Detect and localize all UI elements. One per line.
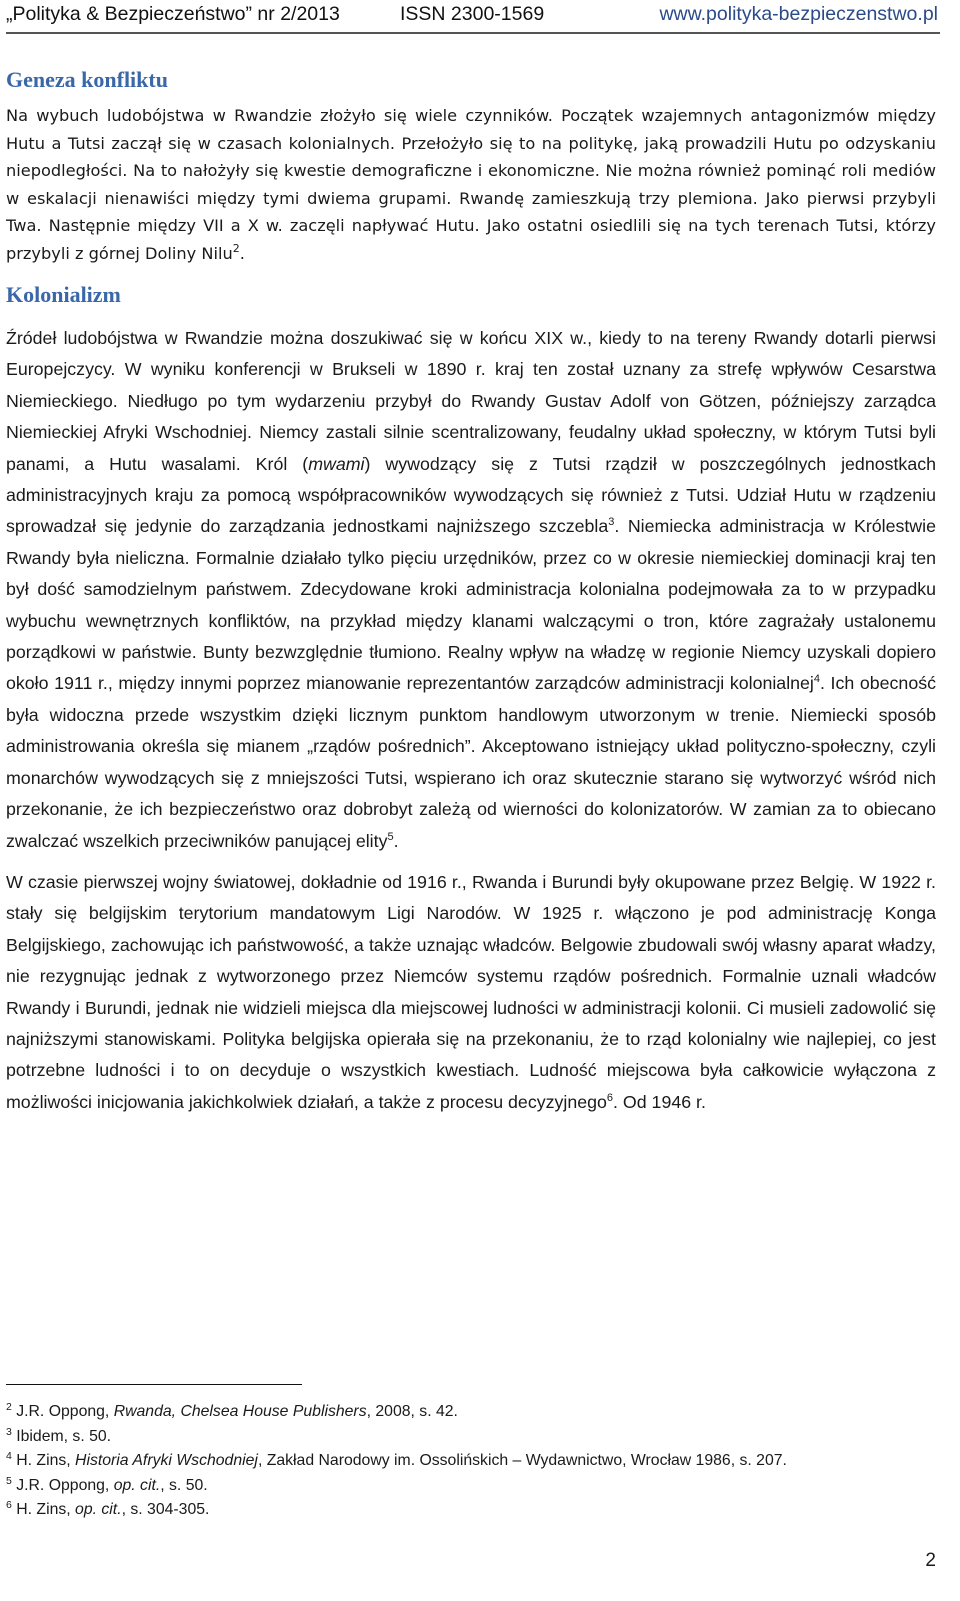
paragraph-text: ) wywodzący się z Tutsi rządził w poszczególnych jednostkach administracyjnych kraju za pomocą współpracowników wywodzących się również z Tutsi. Udział Hutu w rządzeniu sprowadzał się jedynie do zarządzania jednostkami najniższego szczebla bbox=[6, 453, 936, 537]
footnote-number: 3 bbox=[6, 1425, 12, 1438]
paragraph bbox=[6, 102, 936, 267]
footnote-text: J.R. Oppong, bbox=[16, 1403, 114, 1420]
article-body bbox=[6, 66, 936, 1118]
footnote-text: H. Zins, bbox=[16, 1501, 76, 1518]
footnote-ref[interactable]: 6 bbox=[606, 1091, 614, 1104]
section-heading-geneza: Geneza konfliktu bbox=[6, 67, 168, 92]
paragraph-text: Źródeł ludobójstwa w Rwandzie można doszukiwać się w końcu XIX w., kiedy to na tereny Rwandy dotarli pierwsi Europejczycy. W wyniku konferencji w Brukseli w 1890 r. kraj ten został uznany za strefę wpływów Cesarstwa Niemieckiego. Niedługo po tym wydarzeniu przybył do Rwandy Gustav Adolf von Götzen, późniejszy zarządca Niemieckiej Afryki Wschodniej. Niemcy zastali silnie scentralizowany, feudalny układ społeczny, w którym Tutsi byli panami, a Hutu wasalami. Król ( bbox=[6, 328, 936, 474]
footnote-text: , Zakład Narodowy im. Ossolińskich – Wydawnictwo, Wrocław 1986, s. 207. bbox=[257, 1452, 787, 1469]
footnote bbox=[6, 1400, 936, 1425]
footnote bbox=[6, 1498, 936, 1523]
footnote-ref[interactable]: 5 bbox=[387, 830, 394, 843]
footnote-title: Historia Afryki Wschodniej bbox=[75, 1452, 258, 1469]
footnote-number: 4 bbox=[6, 1450, 12, 1462]
paragraph-text: . Ich obecność była widoczna przede wszystkim dzięki licznym punktom handlowym utworzonym w trenie. Niemiecki sposób administrowania określa się mianem „rządów pośrednich”. Akceptowano istniejący układ polityczno-społeczny, czyli monarchów wywodzących się z mniejszości Tutsi, wspierano ich oraz skutecznie starano się wytworzyć wśród nich przekonanie, że ich bezpieczeństwo oraz dobrobyt zależą od wierności do kolonizatorów. W zamian za to obiecano zwalczać wszelkich przeciwników panującej elity bbox=[6, 673, 936, 851]
header-rule bbox=[6, 32, 940, 34]
footnote-title: op. cit. bbox=[75, 1501, 122, 1518]
paragraph-text: W czasie pierwszej wojny światowej, dokładnie od 1916 r., Rwanda i Burundi były okupowane przez Belgię. W 1922 r. stały się belgijskim terytorium mandatowym Ligi Narodów. W 1925 r. włączono je pod administrację Konga Belgijskiego, zachowując ich państwowość, a także uznając władców. Belgowie zbudowali swój własny aparat władzy, nie rezygnując jednak z wytworzonego przez Niemców systemu rządów pośrednich. Formalnie uznali władców Rwandy i Burundi, jednak nie widzieli miejsca dla miejscowej ludności w administracji kolonii. Ci musieli zadowolić się najniższymi stanowiskami. Polityka belgijska opierała się na przekonaniu, że to rząd kolonialny wie najlepiej, co jest potrzebne ludności i to on decyduje o wszystkich kwestiach. Ludność miejscowa była całkowicie wyłączona z możliwości inicjowania jakichkolwiek działań, a także z procesu decyzyjnego bbox=[6, 871, 936, 1112]
paragraph-text: . Niemiecka administracja w Królestwie Rwandy była nieliczna. Formalnie działało tylko pięciu urzędników, przez co w okresie niemieckiej dominacji kraj ten był dość samodzielnym państwem. Zdecydowane kroki administracja kolonialna podejmowała za to w przypadku wybuchu wewnętrznych konfliktów, na przykład między klanami walczącymi o tron, które zagrażały ustalonemu porządkowi w państwie. Bunty bezwzględnie tłumiono. Realny wpływ na władzę w regionie Niemcy uzyskali dopiero około 1911 r., między innymi poprzez mianowanie reprezentantów zarządców administracji kolonialnej bbox=[6, 516, 936, 694]
footnote bbox=[6, 1474, 936, 1499]
footnote-text: , s. 304-305. bbox=[121, 1501, 210, 1518]
footnote-number: 2 bbox=[6, 1401, 12, 1413]
footnote-number: 6 bbox=[6, 1499, 12, 1511]
footnotes bbox=[6, 1400, 936, 1523]
footnote-text: J.R. Oppong, bbox=[16, 1476, 114, 1494]
website-link[interactable]: www.polityka-bezpieczenstwo.pl bbox=[659, 3, 938, 25]
footnote-title: Rwanda, Chelsea House Publishers bbox=[113, 1403, 367, 1420]
footnote-text: , s. 50. bbox=[160, 1476, 208, 1494]
footnote bbox=[6, 1425, 936, 1450]
paragraph-text: . Od 1946 r. bbox=[613, 1091, 706, 1112]
footnote-separator bbox=[6, 1384, 302, 1385]
paragraph-text: Na wybuch ludobójstwa w Rwandzie złożyło się wiele czynników. Początek wzajemnych antagonizmów między Hutu a Tutsi zaczął się w czasach kolonialnych. Przełożyło się to na politykę, jaką prowadzili Hutu po odzyskaniu niepodległości. Na to nałożyły się kwestie demograficzne i ekonomiczne. Nie można również pominąć roli mediów w eskalacji nienawiści między tymi dwiema grupami. Rwandę zamieszkują trzy plemiona. Jako pierwsi przybyli Twa. Następnie między VII a X w. zaczęli napływać Hutu. Jako ostatni osiedlili się na tych terenach Tutsi, którzy przybyli z górnej Doliny Nilu bbox=[6, 106, 936, 263]
journal-title: „Polityka & Bezpieczeństwo” nr 2/2013 bbox=[6, 3, 340, 25]
emphasis-term: mwami bbox=[308, 453, 365, 474]
footnote-title: op. cit. bbox=[113, 1476, 161, 1494]
paragraph bbox=[6, 323, 936, 857]
paragraph-text: . bbox=[393, 830, 399, 851]
footnote-number: 5 bbox=[6, 1474, 12, 1487]
issn: ISSN 2300-1569 bbox=[400, 3, 545, 25]
footnote-ref[interactable]: 4 bbox=[813, 673, 820, 686]
page-number: 2 bbox=[925, 1550, 936, 1571]
footnote bbox=[6, 1449, 936, 1474]
running-header bbox=[0, 0, 960, 36]
paragraph-text: . bbox=[239, 243, 245, 263]
footnote-ref[interactable]: 2 bbox=[232, 241, 240, 255]
section-heading-kolonializm: Kolonializm bbox=[6, 282, 121, 307]
paragraph bbox=[6, 867, 936, 1118]
footnote-text: , 2008, s. 42. bbox=[366, 1403, 458, 1420]
footnote-ref[interactable]: 3 bbox=[608, 516, 615, 529]
footnote-text: H. Zins, bbox=[16, 1452, 76, 1469]
footnote-text: Ibidem, s. 50. bbox=[16, 1427, 112, 1445]
